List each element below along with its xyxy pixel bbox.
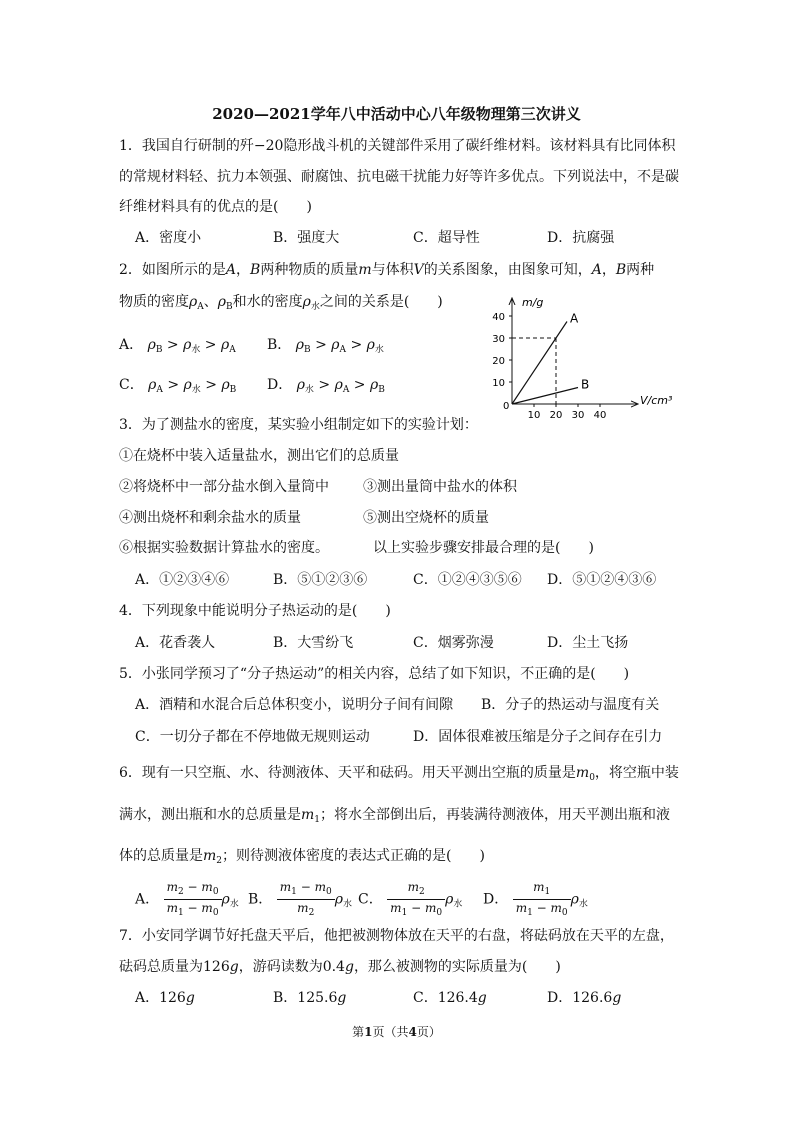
x-tick-label: 10 [527,410,541,421]
q5-option-c: C．一切分子都在不停地做无规则运动 [135,729,370,745]
mass-volume-chart [488,288,678,423]
x-tick-label: 40 [593,410,607,421]
q7-option-a: A．126g [135,990,195,1006]
q6-line-3: 体的总质量是$m_2$；则待测液体密度的表达式正确的是( ) [119,848,485,866]
page-title: 2020—2021学年八中活动中心八年级物理第三次讲义 [212,105,581,123]
x-tick-label: 20 [549,410,563,421]
q1-line-2: 的常规材料轻、抗力本领强、耐腐蚀、抗电磁干扰能力好等许多优点。下列说法中，不是碳 [119,169,679,185]
q7-option-d: D．126.6g [547,990,622,1006]
q7-option-b: B．125.6g [273,990,347,1006]
q3-step-5: ⑤测出空烧杯的质量 [363,510,489,526]
q3-step-3: ③测出量筒中盐水的体积 [363,479,517,495]
q6-line-2: 满水，测出瓶和水的总质量是$m_1$；将水全部倒出后，再装满待测液体，用天平测出瓶和液 [119,807,671,825]
q3-option-a: A．①②③④⑥ [135,572,230,588]
q3-step-4: ④测出烧杯和剩余盐水的质量 [119,510,301,526]
q7-line-2: 砝码总质量为126g，游码读数为0.4g，那么被测物的实际质量为( ) [119,959,561,975]
y-axis-label: m/g [522,296,544,309]
x-tick-label: 30 [571,410,585,421]
q1-option-a: A．密度小 [135,230,202,246]
q1-line-3: 纤维材料具有的优点的是( ) [119,199,312,215]
q1-line-1: 1．我国自行研制的歼−20隐形战斗机的关键部件采用了碳纤维材料。该材料具有比同体积 [119,138,676,154]
q6-option-a: A． $\frac{m_2 - m_0}{m_1 - m_0}$ $\rho_水$ [135,880,239,918]
q3-question: 以上实验步骤安排最合理的是( ) [373,540,594,556]
y-tick-label: 10 [492,378,505,389]
q3-option-b: B．⑤①②③⑥ [273,572,368,588]
q3-step-1: ①在烧杯中装入适量盐水，测出它们的总质量 [119,448,399,464]
q2-option-d: D． $\rho_水 > \rho_A > \rho_B$ [267,377,385,395]
y-tick-label: 40 [492,312,505,323]
q3-option-d: D．⑤①②④③⑥ [547,572,657,588]
q6-line-1: 6．现有一只空瓶、水、待测液体、天平和砝码。用天平测出空瓶的质量是$m_0$，将空瓶中装 [119,765,679,783]
fraction: $\frac{m_2}{m_1 - m_0}$ [387,881,445,918]
q2-option-b: B． $\rho_B > \rho_A > \rho_水$ [267,337,384,355]
y-tick-label: 20 [492,356,505,367]
q5-option-a: A．酒精和水混合后总体积变小，说明分子间有间隙 [135,697,454,713]
q1-option-d: D．抗腐强 [547,230,615,246]
q3-line-1: 3．为了测盐水的密度，某实验小组制定如下的实验计划： [119,417,478,433]
q5-option-d: D．固体很难被压缩是分子之间存在引力 [413,729,663,745]
q3-option-c: C．①②④③⑤⑥ [413,572,522,588]
q6-option-d: D． $\frac{m_1}{m_1 - m_0}$ $\rho_水$ [483,880,588,918]
q3-step-2: ②将烧杯中一部分盐水倒入量筒中 [119,479,329,495]
series-label-a: A [570,311,579,326]
q2-line-2: 物质的密度$\rho_A$、$\rho_B$和水的密度$\rho_水$之间的关系是( ) [119,294,443,312]
q7-line-1: 7．小安同学调节好托盘天平后，他把被测物体放在天平的右盘，将砝码放在天平的左盘， [119,928,674,944]
q2-option-a: A． $\rho_B > \rho_水 > \rho_A$ [119,337,236,355]
q3-step-6: ⑥根据实验数据计算盐水的密度。 [119,540,329,556]
page-footer: 第1页（共4页） [352,1025,441,1039]
q4-option-d: D．尘土飞扬 [547,635,629,651]
q4-option-c: C．烟雾弥漫 [413,635,494,651]
series-label-b: B [581,377,590,392]
q4-option-a: A．花香袭人 [135,635,216,651]
y-tick-label: 30 [492,334,505,345]
q2-option-c: C． $\rho_A > \rho_水 > \rho_B$ [119,377,237,395]
fraction: $\frac{m_2 - m_0}{m_1 - m_0}$ [164,881,222,918]
q1-option-b: B．强度大 [273,230,340,246]
q4-option-b: B．大雪纷飞 [273,635,354,651]
q6-option-b: B． $\frac{m_1 - m_0}{m_2}$ $\rho_水$ [248,880,352,918]
fraction: $\frac{m_1}{m_1 - m_0}$ [513,881,571,918]
series-line-a [512,322,567,405]
q5-option-b: B．分子的热运动与温度有关 [481,697,660,713]
q1-option-c: C．超导性 [413,230,480,246]
origin-label: 0 [503,401,510,412]
q4-line-1: 4．下列现象中能说明分子热运动的是( ) [119,603,391,619]
x-axis-label: V/cm³ [640,394,673,407]
q7-option-c: C．126.4g [413,990,487,1006]
q6-option-c: C． $\frac{m_2}{m_1 - m_0}$ $\rho_水$ [358,880,463,918]
fraction: $\frac{m_1 - m_0}{m_2}$ [277,881,335,918]
q5-line-1: 5．小张同学预习了“分子热运动”的相关内容，总结了如下知识，不正确的是( ) [119,666,630,682]
q2-line-1: 2．如图所示的是A，B两种物质的质量m与体积V的关系图象，由图象可知，A，B两种 [119,262,655,278]
